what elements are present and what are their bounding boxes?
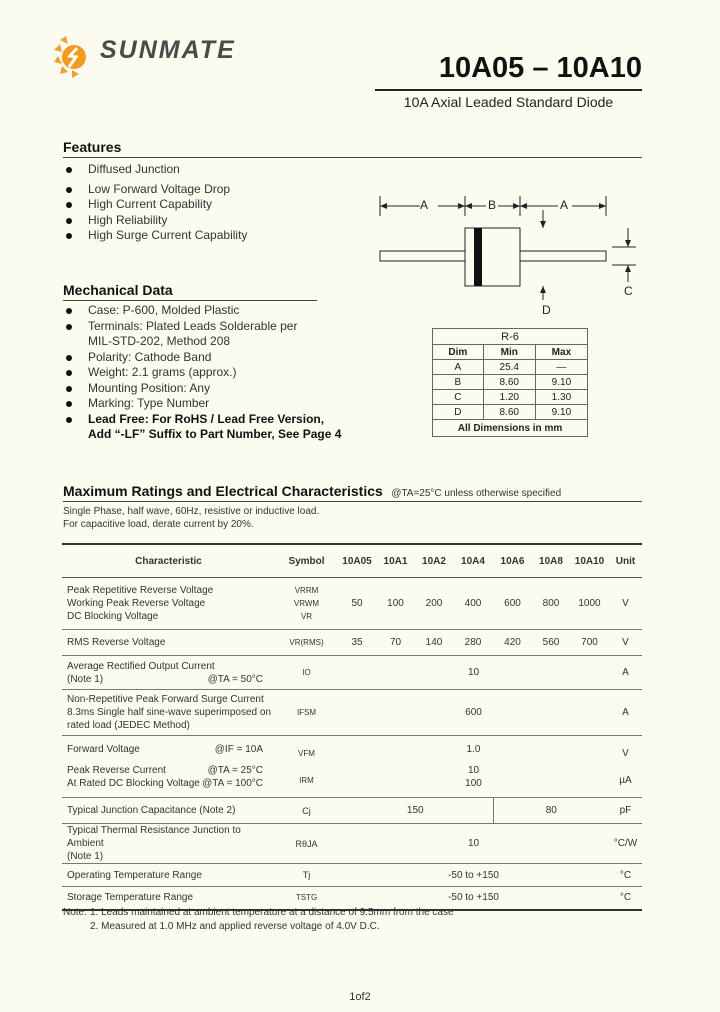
symbol-cell [275,736,338,798]
features-list [64,162,354,244]
table-row [62,824,642,864]
value-cell: 35 [338,630,376,656]
mechanical-item: Mounting Position: Any [64,381,364,397]
value-cell: 560 [532,630,570,656]
char-cell: Typical Junction Capacitance (Note 2) [62,798,275,824]
symbol-cell [275,578,338,630]
ratings-rule [63,501,642,502]
dim-cell: D [433,405,484,420]
symbol-cell: RθJA [275,824,338,864]
symbol-cell: TSTG [275,887,338,910]
feature-item: High Surge Current Capability [64,228,354,244]
dim-cell: 1.20 [483,390,535,405]
char-line [67,673,275,686]
value-cell [338,736,609,798]
package-name: R-6 [433,329,588,345]
table-row [62,798,642,824]
dim-cell: 25.4 [483,360,535,375]
dim-cell: B [433,375,484,390]
col-header: 10A1 [376,544,415,578]
table-row [62,690,642,736]
char-line: Peak Repetitive Reverse Voltage [67,585,214,596]
mechanical-item: Terminals: Plated Leads Solderable per [64,319,364,335]
char-line: DC Blocking Voltage [67,611,159,622]
dimension-table [432,328,588,437]
col-header: 10A2 [415,544,453,578]
table-row [62,656,642,690]
char-line: 8.3ms Single half sine-wave superimposed on [67,707,271,718]
col-header: 10A4 [453,544,493,578]
value-cell: 50 [338,578,376,630]
char-condition: @IF = 10A [214,744,263,755]
unit-cell: A [609,656,642,690]
value-cell: 1000 [570,578,609,630]
char-line: Non-Repetitive Peak Forward Surge Current [67,694,264,705]
note-text: 2. Measured at 1.0 MHz and applied reverse voltage of 4.0V D.C. [90,921,380,932]
sun-logo-icon [52,34,96,80]
dim-cell: 8.60 [483,375,535,390]
value-cell: 600 [493,578,532,630]
dim-header: Dim [433,345,484,360]
symbol-cell: VR(RMS) [275,630,338,656]
unit-cell: V [609,630,642,656]
unit: µA [619,774,632,786]
dim-cell: A [433,360,484,375]
dim-label-a: A [420,198,429,212]
value-cell: 80 [493,798,609,824]
char-condition: @TA = 100°C [202,778,263,789]
value-cell: 400 [453,578,493,630]
dim-cell: 9.10 [535,405,587,420]
symbol: VR [300,612,313,621]
char-note: (Note 1) [67,673,104,685]
value-cell: 10 [338,824,609,864]
dim-cell: C [433,390,484,405]
col-header: Characteristic [62,544,275,578]
unit-cell: °C/W [609,824,642,864]
title-rule [375,89,642,91]
char-line: rated load (JEDEC Method) [67,720,190,731]
notes-prefix: Note: [63,907,87,918]
value-cell: 70 [376,630,415,656]
value-cell: 420 [493,630,532,656]
mechanical-item: MIL-STD-202, Method 208 [88,334,231,348]
unit-cell [609,736,642,798]
symbol-cell: IFSM [275,690,338,736]
char-cell [62,736,275,798]
value-cell: -50 to +150 [338,887,609,910]
feature-item: Low Forward Voltage Drop [64,182,354,198]
unit-cell: pF [609,798,642,824]
mechanical-item: Marking: Type Number [64,396,364,412]
value: 10 [467,765,480,776]
ratings-condition: @TA=25°C unless otherwise specified [391,488,562,499]
unit-cell: °C [609,864,642,887]
char-cell: Operating Temperature Range [62,864,275,887]
symbol-cell: IO [275,656,338,690]
char-line [67,777,275,790]
table-row [62,578,642,630]
features-heading: Features [63,139,122,155]
char-line [67,764,275,777]
feature-item: High Reliability [64,213,354,229]
col-header: Unit [609,544,642,578]
char-label: Forward Voltage [67,744,140,755]
char-condition: @TA = 50°C [207,673,263,685]
diode-outline-diagram [370,190,650,320]
dim-cell: 8.60 [483,405,535,420]
brand-logo [52,34,262,82]
char-cell [62,690,275,736]
value-cell: 200 [415,578,453,630]
feature-item: Diffused Junction [64,162,354,178]
char-line: Working Peak Reverse Voltage [67,598,206,609]
unit-cell: V [609,578,642,630]
table-row [62,736,642,798]
char-condition: @TA = 25°C [207,765,263,776]
col-header: Symbol [275,544,338,578]
char-cell: RMS Reverse Voltage [62,630,275,656]
dim-label-d: D [542,303,551,317]
dim-cell: 9.10 [535,375,587,390]
mechanical-item: Case: P-600, Molded Plastic [64,303,364,319]
value-cell: 140 [415,630,453,656]
page-number: 1of2 [349,991,371,1003]
value-cell: -50 to +150 [338,864,609,887]
unit-cell: A [609,690,642,736]
ratings-note [63,505,319,531]
char-cell [62,656,275,690]
unit: V [622,747,629,759]
mechanical-item: Polarity: Cathode Band [64,350,364,366]
dim-label-c: C [624,284,633,298]
table-row [62,864,642,887]
symbol: VRWM [293,599,320,608]
dim-cell: 1.30 [535,390,587,405]
col-header: 10A6 [493,544,532,578]
feature-item: High Current Capability [64,197,354,213]
char-cell [62,824,275,864]
mechanical-rule [63,300,317,301]
dim-cell: — [535,360,587,375]
dim-label-a-right: A [560,198,569,212]
unit-cell: °C [609,887,642,910]
value-cell: 800 [532,578,570,630]
mechanical-list [64,303,364,443]
char-line: Average Rectified Output Current [67,660,215,672]
dim-header: Min [483,345,535,360]
note-text: 1. Leads maintained at ambient temperature at a distance of 9.5mm from the case [90,907,454,918]
value-cell: 600 [338,690,609,736]
dim-table-footer: All Dimensions in mm [433,420,588,437]
col-header: 10A05 [338,544,376,578]
char-label: At Rated DC Blocking Voltage [67,778,200,789]
ratings-heading: Maximum Ratings and Electrical Characteristics [63,483,383,499]
ratings-note-line: For capacitive load, derate current by 20%. [63,519,254,530]
mechanical-item: Weight: 2.1 grams (approx.) [64,365,364,381]
char-cell: Storage Temperature Range [62,887,275,910]
ratings-heading-row [63,483,561,501]
char-line: (Note 1) [67,851,104,862]
char-line [67,743,275,756]
symbol: IRM [299,775,314,785]
part-subtitle: 10A Axial Leaded Standard Diode [403,94,614,110]
value-cell: 280 [453,630,493,656]
mechanical-item: Add “-LF” Suffix to Part Number, See Page 4 [88,427,342,441]
symbol: VRRM [294,586,319,595]
value-cell: 700 [570,630,609,656]
dim-header: Max [535,345,587,360]
features-rule [63,157,642,158]
value-cell: 100 [376,578,415,630]
mechanical-heading: Mechanical Data [63,282,173,298]
mechanical-item: Lead Free: For RoHS / Lead Free Version, [64,412,364,428]
symbol-cell: Tj [275,864,338,887]
char-line: Typical Thermal Resistance Junction to Ambient [67,825,241,849]
notes [63,906,454,934]
symbol-cell: Cj [275,798,338,824]
value: 100 [465,778,482,789]
table-row [62,630,642,656]
value: 1.0 [466,744,481,755]
ratings-note-line: Single Phase, half wave, 60Hz, resistive or inductive load. [63,506,320,517]
value-cell: 150 [338,798,493,824]
symbol: VFM [298,748,315,758]
value-cell: 10 [338,656,609,690]
char-label: Peak Reverse Current [67,765,166,776]
brand-name: SUNMATE [100,36,236,64]
note-line [63,906,454,920]
part-number-title: 10A05 – 10A10 [438,52,642,84]
col-header: 10A8 [532,544,570,578]
col-header: 10A10 [570,544,609,578]
char-cell [62,578,275,630]
ratings-table [62,543,642,911]
dim-label-b: B [488,198,497,212]
